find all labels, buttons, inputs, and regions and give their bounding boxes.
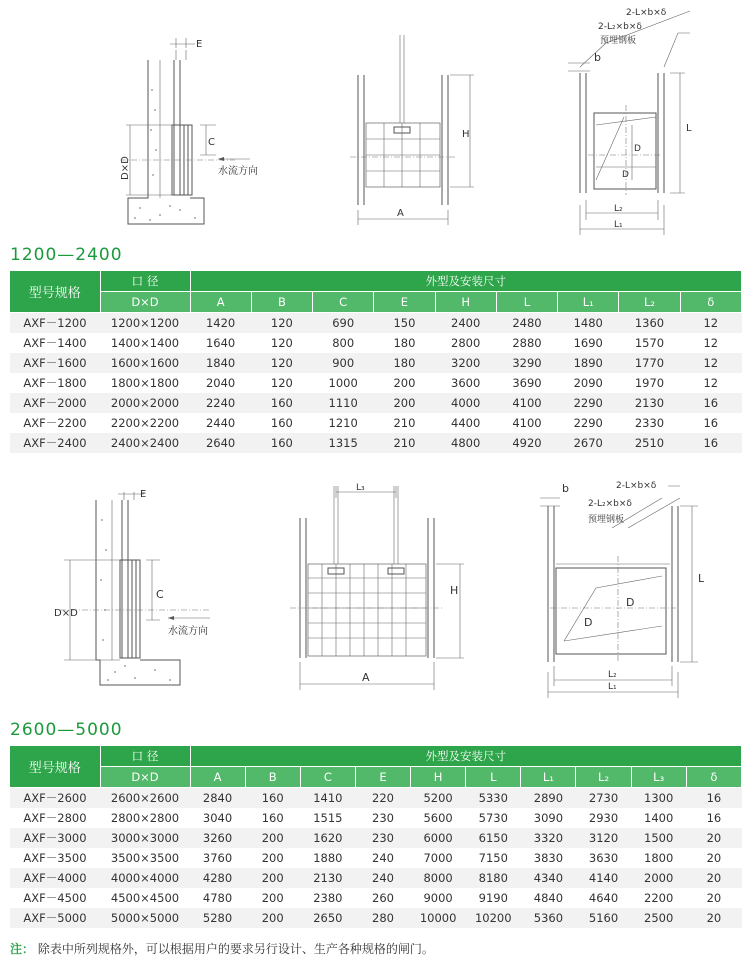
- table-cell: 12: [680, 353, 741, 373]
- table-cell: 2000: [631, 868, 686, 888]
- table-cell: 210: [374, 413, 435, 433]
- col-header: B: [245, 767, 300, 788]
- plan2-l-label: L: [698, 572, 705, 585]
- table-cell: 2880: [496, 333, 557, 353]
- table-cell: 7150: [466, 848, 521, 868]
- table-cell: 2400×2400: [100, 433, 190, 453]
- table-cell: 2480: [496, 313, 557, 334]
- side2-c-label: C: [156, 588, 164, 601]
- table-cell: 1690: [558, 333, 619, 353]
- table-cell: 3290: [496, 353, 557, 373]
- table-cell: 160: [245, 788, 300, 809]
- plan-d2-label: D: [622, 170, 629, 180]
- table-cell: 4840: [521, 888, 576, 908]
- table-cell: 20: [686, 848, 741, 868]
- plan2-embed-label: 预埋钢板: [588, 515, 625, 525]
- col-header: H: [435, 292, 496, 313]
- front-view-drawing-small: [350, 35, 490, 225]
- table-cell: 4500×4500: [100, 888, 190, 908]
- table-cell: 230: [355, 828, 410, 848]
- table-cell: 2240: [190, 393, 251, 413]
- plan2-d1-label: D: [626, 596, 635, 609]
- outer-dim-header: 外型及安装尺寸: [190, 271, 742, 292]
- table-cell: 2930: [576, 808, 631, 828]
- table-cell: 2290: [558, 393, 619, 413]
- col-header: A: [190, 292, 251, 313]
- table-cell: 180: [374, 353, 435, 373]
- table-cell: 6150: [466, 828, 521, 848]
- table-cell: 16: [680, 393, 741, 413]
- model-header: 型号规格: [10, 271, 100, 313]
- table-cell: 2040: [190, 373, 251, 393]
- plan-embed-label: 预埋钢板: [600, 36, 637, 46]
- table-cell: 4640: [576, 888, 631, 908]
- table-cell: 3120: [576, 828, 631, 848]
- table-cell: 3090: [521, 808, 576, 828]
- table-cell: 200: [245, 868, 300, 888]
- table-cell: 120: [251, 353, 312, 373]
- plan-bolt2-label: 2-L₂×b×δ: [598, 22, 642, 32]
- table-cell: 5330: [466, 788, 521, 809]
- table-cell: 1770: [619, 353, 680, 373]
- table-cell: 1890: [558, 353, 619, 373]
- side-view-drawing-small: [100, 30, 280, 230]
- plan-view-drawing-small: [560, 5, 740, 235]
- table-cell: AXF－1400: [10, 333, 100, 353]
- col-header: L₂: [576, 767, 631, 788]
- outer-dim-header: 外型及安装尺寸: [190, 746, 742, 767]
- table-cell: 2670: [558, 433, 619, 453]
- plan-l1-label: L₁: [614, 220, 623, 230]
- table-cell: 180: [374, 333, 435, 353]
- table-cell: 2890: [521, 788, 576, 809]
- table-cell: 2650: [300, 908, 355, 928]
- table-row: [10, 908, 742, 928]
- col-header: E: [355, 767, 410, 788]
- table-cell: 4000: [435, 393, 496, 413]
- table-row: [10, 413, 742, 433]
- col-header: L: [466, 767, 521, 788]
- table-cell: 8180: [466, 868, 521, 888]
- table-cell: 1300: [631, 788, 686, 809]
- table-cell: AXF－1200: [10, 313, 100, 334]
- table-cell: 4100: [496, 393, 557, 413]
- table-cell: 120: [251, 313, 312, 334]
- plan-l2-label: L₂: [614, 204, 623, 214]
- table-cell: 4280: [190, 868, 245, 888]
- col-header: H: [411, 767, 466, 788]
- table-cell: 2640: [190, 433, 251, 453]
- table-cell: 200: [245, 848, 300, 868]
- table-cell: 3040: [190, 808, 245, 828]
- table-cell: 2600×2600: [100, 788, 190, 809]
- table-cell: 20: [686, 868, 741, 888]
- section1-title: 1200—2400: [10, 245, 123, 265]
- table-cell: 4140: [576, 868, 631, 888]
- table-cell: 4340: [521, 868, 576, 888]
- table-cell: AXF－2000: [10, 393, 100, 413]
- plan-bolt1-label: 2-L×b×δ: [626, 8, 667, 18]
- table-cell: 10000: [411, 908, 466, 928]
- front2-l3-label: L₃: [356, 483, 365, 493]
- col-header: B: [251, 292, 312, 313]
- plan2-bolt2-label: 2-L₂×b×δ: [588, 499, 632, 509]
- plan-l-label: L: [686, 123, 692, 134]
- table-cell: 2380: [300, 888, 355, 908]
- front-h-label: H: [462, 129, 470, 140]
- table-row: [10, 373, 742, 393]
- table-cell: 9190: [466, 888, 521, 908]
- table-cell: 160: [245, 808, 300, 828]
- side-c-label: C: [208, 137, 215, 148]
- table-cell: AXF－2400: [10, 433, 100, 453]
- plan-b-label: b: [594, 51, 601, 64]
- col-header: L₃: [631, 767, 686, 788]
- front-a-label: A: [397, 208, 404, 219]
- spec-table-2-body: [10, 788, 742, 929]
- side-e-label: E: [196, 39, 203, 50]
- table-cell: 200: [245, 888, 300, 908]
- table-cell: 1600×1600: [100, 353, 190, 373]
- plan2-bolt1-label: 2-L×b×δ: [616, 481, 657, 491]
- table-cell: 2130: [300, 868, 355, 888]
- table-cell: 1000: [313, 373, 374, 393]
- table-cell: 2130: [619, 393, 680, 413]
- table-cell: 3600: [435, 373, 496, 393]
- table-cell: 900: [313, 353, 374, 373]
- table-cell: 2800: [435, 333, 496, 353]
- table-cell: 20: [686, 908, 741, 928]
- table-cell: 2200×2200: [100, 413, 190, 433]
- table-cell: 5200: [411, 788, 466, 809]
- table-cell: 12: [680, 333, 741, 353]
- table-row: [10, 868, 742, 888]
- table-cell: 4780: [190, 888, 245, 908]
- table-row: [10, 313, 742, 334]
- col-header: L₁: [521, 767, 576, 788]
- table-cell: AXF－4000: [10, 868, 100, 888]
- table-cell: 1400×1400: [100, 333, 190, 353]
- footnote: [10, 940, 434, 957]
- col-header: δ: [680, 292, 741, 313]
- table-cell: 16: [686, 788, 741, 809]
- front2-a-label: A: [362, 671, 370, 684]
- table-cell: 3760: [190, 848, 245, 868]
- table-cell: 1480: [558, 313, 619, 334]
- table-cell: 120: [251, 333, 312, 353]
- plan-d1-label: D: [634, 144, 641, 154]
- table-cell: 1410: [300, 788, 355, 809]
- table-row: [10, 828, 742, 848]
- table-cell: 10200: [466, 908, 521, 928]
- side-flow-label: 水流方向: [218, 166, 258, 177]
- table-cell: 2440: [190, 413, 251, 433]
- table-cell: 1360: [619, 313, 680, 334]
- table-cell: 5160: [576, 908, 631, 928]
- table-cell: 12: [680, 313, 741, 334]
- table-cell: 200: [374, 373, 435, 393]
- table-cell: 160: [251, 413, 312, 433]
- table-cell: 120: [251, 373, 312, 393]
- footnote-label: 注：: [10, 942, 35, 956]
- col-header: L: [496, 292, 557, 313]
- table-cell: 690: [313, 313, 374, 334]
- caliber-header: 口 径: [100, 746, 190, 767]
- table-cell: 2330: [619, 413, 680, 433]
- table-cell: 2400: [435, 313, 496, 334]
- table-cell: 2000×2000: [100, 393, 190, 413]
- table-cell: 1210: [313, 413, 374, 433]
- table-cell: AXF－3500: [10, 848, 100, 868]
- dxd-header: D×D: [100, 292, 190, 313]
- table-cell: 4000×4000: [100, 868, 190, 888]
- col-header: L₁: [558, 292, 619, 313]
- table-cell: 16: [680, 413, 741, 433]
- table-cell: 9000: [411, 888, 466, 908]
- table-cell: 2290: [558, 413, 619, 433]
- table-cell: 1800: [631, 848, 686, 868]
- side2-e-label: E: [140, 489, 147, 500]
- table-cell: 1515: [300, 808, 355, 828]
- table-row: [10, 848, 742, 868]
- table-cell: 2200: [631, 888, 686, 908]
- table-cell: 4920: [496, 433, 557, 453]
- table-cell: 1500: [631, 828, 686, 848]
- plan2-l2-label: L₂: [608, 670, 617, 680]
- front2-h-label: H: [450, 584, 459, 597]
- table-cell: 200: [374, 393, 435, 413]
- table-cell: 1570: [619, 333, 680, 353]
- table-cell: 2840: [190, 788, 245, 809]
- table-cell: 2090: [558, 373, 619, 393]
- table-row: [10, 888, 742, 908]
- table-cell: 2510: [619, 433, 680, 453]
- table-cell: 3630: [576, 848, 631, 868]
- table-cell: 1880: [300, 848, 355, 868]
- table-cell: 5000×5000: [100, 908, 190, 928]
- table-cell: 240: [355, 848, 410, 868]
- table-cell: 16: [680, 433, 741, 453]
- side2-flow-label: 水流方向: [168, 626, 208, 637]
- model-header: 型号规格: [10, 746, 100, 788]
- table-cell: 16: [686, 808, 741, 828]
- table-cell: 160: [251, 393, 312, 413]
- table-cell: 2730: [576, 788, 631, 809]
- col-header: A: [190, 767, 245, 788]
- table-cell: AXF－4500: [10, 888, 100, 908]
- table-cell: 1800×1800: [100, 373, 190, 393]
- table-cell: 2500: [631, 908, 686, 928]
- col-header: E: [374, 292, 435, 313]
- table-cell: 3690: [496, 373, 557, 393]
- table-cell: AXF－5000: [10, 908, 100, 928]
- spec-table-1: [10, 271, 742, 453]
- table-cell: 280: [355, 908, 410, 928]
- table-cell: 3200: [435, 353, 496, 373]
- table-cell: 230: [355, 808, 410, 828]
- table-cell: 1315: [313, 433, 374, 453]
- footnote-text: 除表中所列规格外，可以根据用户的要求另行设计、生产各种规格的闸门。: [37, 942, 434, 956]
- table-cell: 1420: [190, 313, 251, 334]
- side-view-drawing-large: [54, 480, 250, 700]
- spec-table-1-body: [10, 313, 742, 454]
- table-cell: AXF－2600: [10, 788, 100, 809]
- table-cell: 220: [355, 788, 410, 809]
- table-cell: 12: [680, 373, 741, 393]
- table-cell: 200: [245, 908, 300, 928]
- table-cell: 4100: [496, 413, 557, 433]
- table-row: [10, 333, 742, 353]
- table-row: [10, 433, 742, 453]
- plan2-l1-label: L₁: [608, 682, 617, 692]
- plan-view-drawing-large: [530, 476, 730, 706]
- side2-dxd-label: D×D: [54, 608, 78, 619]
- table-cell: 5360: [521, 908, 576, 928]
- table-cell: AXF－1600: [10, 353, 100, 373]
- table-cell: 4400: [435, 413, 496, 433]
- table-row: [10, 788, 742, 809]
- table-cell: 150: [374, 313, 435, 334]
- table-cell: 1620: [300, 828, 355, 848]
- plan2-d2-label: D: [584, 616, 593, 629]
- table-cell: 1840: [190, 353, 251, 373]
- table-cell: 1400: [631, 808, 686, 828]
- col-header: L₂: [619, 292, 680, 313]
- table-cell: 7000: [411, 848, 466, 868]
- table-row: [10, 808, 742, 828]
- table-cell: AXF－2200: [10, 413, 100, 433]
- table-cell: 800: [313, 333, 374, 353]
- table-cell: 240: [355, 868, 410, 888]
- col-header: C: [300, 767, 355, 788]
- table-cell: 5280: [190, 908, 245, 928]
- dxd-header: D×D: [100, 767, 190, 788]
- table-row: [10, 393, 742, 413]
- table-cell: 5600: [411, 808, 466, 828]
- table-cell: 3320: [521, 828, 576, 848]
- front-view-drawing-large: [290, 478, 480, 698]
- table-cell: 1110: [313, 393, 374, 413]
- side-dxd-label: D×D: [120, 156, 131, 180]
- col-header: δ: [686, 767, 741, 788]
- col-header: C: [313, 292, 374, 313]
- table-cell: 20: [686, 888, 741, 908]
- table-cell: 1640: [190, 333, 251, 353]
- table-cell: 200: [245, 828, 300, 848]
- table-cell: AXF－1800: [10, 373, 100, 393]
- table-cell: AXF－3000: [10, 828, 100, 848]
- table-row: [10, 353, 742, 373]
- table-cell: 2800×2800: [100, 808, 190, 828]
- table-cell: 5730: [466, 808, 521, 828]
- table-cell: 3000×3000: [100, 828, 190, 848]
- table-cell: 3500×3500: [100, 848, 190, 868]
- table-cell: 3260: [190, 828, 245, 848]
- table-cell: AXF－2800: [10, 808, 100, 828]
- table-cell: 4800: [435, 433, 496, 453]
- table-cell: 260: [355, 888, 410, 908]
- table-cell: 6000: [411, 828, 466, 848]
- table-cell: 1970: [619, 373, 680, 393]
- section2-title: 2600—5000: [10, 720, 123, 740]
- table-cell: 160: [251, 433, 312, 453]
- spec-table-2: [10, 746, 742, 928]
- table-cell: 210: [374, 433, 435, 453]
- table-cell: 1200×1200: [100, 313, 190, 334]
- caliber-header: 口 径: [100, 271, 190, 292]
- plan2-b-label: b: [562, 482, 569, 495]
- table-cell: 8000: [411, 868, 466, 888]
- table-cell: 20: [686, 828, 741, 848]
- table-cell: 3830: [521, 848, 576, 868]
